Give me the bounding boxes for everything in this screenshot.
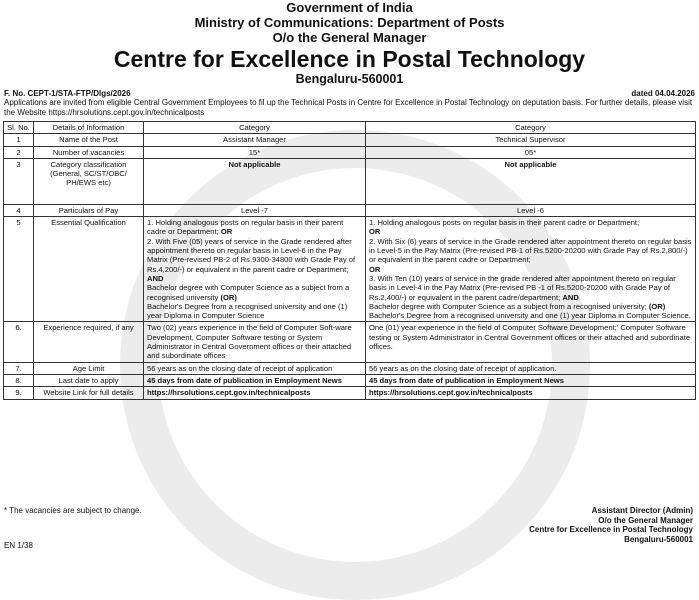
file-meta: [0, 89, 699, 98]
details-table: [3, 121, 696, 400]
intro-text: Applications are invited from eligible Central Government Employees to fil up the Technical Posts in Centre for Excellence in Postal Technology on deputation basis. For further details, please visit the Website https://hrsolutions.cept.gov.in/technicalposts: [4, 98, 693, 117]
page-title: Centre for Excellence in Postal Technology: [113, 46, 586, 72]
signature-block: Assistant Director (Admin) O/o the General Manager Centre for Excellence in Postal Technology Bengaluru-560001: [529, 506, 693, 544]
table-row: 7. Age Limit 56 years as on the closing date of receipt of application 56 years as on the closing date of receipt of application.: [4, 362, 696, 374]
header-category-a: Category: [144, 122, 366, 134]
city-line: Bengaluru-560001: [295, 72, 404, 86]
website-link-b[interactable]: https://hrsolutions.cept.gov.in/technicalposts: [366, 387, 696, 399]
ministry-line: Ministry of Communications: Department of Posts: [194, 15, 505, 30]
gov-line: Government of India: [286, 0, 413, 15]
header-sl: Sl. No.: [4, 122, 34, 134]
qualification-a: 1. Holding analogous posts on regular basis in their parent cadre or Department; OR 2. With Five (05) years of service in the Grade rendered after appointment thereto on regular basis in Level-6 in the Pay Matrix (Pre-revised PB-2 of Rs.9300-34800 with Grade Pay of Rs.4,200/-) or equivalent in the parent cadre or Department; AND Bachelor degree with Computer Science as a subject from a recognised university (OR) Bachelor's Degree from a recognised university and one (1) year Diploma in Computer Science: [144, 217, 366, 322]
table-row: 5 Essential Qualification 1. Holding analogous posts on regular basis in their parent cadre or Department; OR 2. With Five (05) years of service in the Grade rendered after appointment thereto on regular basis in Level-6 in the Pay Matrix (Pre-revised PB-2 of Rs.9300-34800 with Grade Pay of Rs.4,200/-) or equivalent in the parent cadre or Department; AND Bachelor degree with Computer Science as a subject from a recognised university (OR) Bachelor's Degree from a recognised university and one (1) year Diploma in Computer Science 1. Holding analogous posts on regular basis in their parent cadre or Department; OR 2. With Six (6) years of service in the Grade rendered after appointment thereto on regular basis in Level-5 in the Pay Matrix (Pre-revised PB-1 of Rs.5200-20200 with Grade Pay of Rs.2,800/-) or equivalent in the parent cadre or Department; OR 3. With Ten (10) years of service in the grade rendered after appointment thereto on regular basis in Level-4 in the Pay Matrix (Pre-revised PB -1 of Rs.5200-20200 with Grade Pay of Rs.2,400/-) or equivalent in the parent cadre/department; AND Bachelor degree with Computer Science as a subject from a recognised university; (OR) Bachelor's Degree from a recognised university and one (1) year Diploma in Computer Science.: [4, 217, 696, 322]
table-header-row: [4, 122, 696, 134]
table-row: 2 Number of vacancies 15* 05*: [4, 146, 696, 158]
table-row: 6. Experience required, if any Two (02) years experience in the field of Computer Soft-ware Development, Computer Software testing or System Administrator in Central Government offices or their attached and subordinate offices One (01) year experience in the field of Computer Software Development;' Computer Software testing or System Administrator in Central Government offices or their attached and subordinate offices.: [4, 322, 696, 362]
office-line: O/o the General Manager: [272, 30, 427, 45]
table-row: 4 Particulars of Pay Level -7 Level -6: [4, 204, 696, 216]
website-link-a[interactable]: https://hrsolutions.cept.gov.in/technicalposts: [144, 387, 366, 399]
footnote: * The vacancies are subject to change.: [4, 506, 142, 515]
en-code: EN 1/38: [4, 541, 33, 550]
table-row: 9. Website Link for full details https://hrsolutions.cept.gov.in/technicalposts https://hrsolutions.cept.gov.in/technicalposts: [4, 387, 696, 399]
qualification-b: 1. Holding analogous posts on regular basis in their parent cadre or Department; OR 2. With Six (6) years of service in the Grade rendered after appointment thereto on regular basis in Level-5 in the Pay Matrix (Pre-revised PB-1 of Rs.5200-20200 with Grade Pay of Rs.2,800/-) or equivalent in the parent cadre or Department; OR 3. With Ten (10) years of service in the grade rendered after appointment thereto on regular basis in Level-4 in the Pay Matrix (Pre-revised PB -1 of Rs.5200-20200 with Grade Pay of Rs.2,400/-) or equivalent in the parent cadre/department; AND Bachelor degree with Computer Science as a subject from a recognised university; (OR) Bachelor's Degree from a recognised university and one (1) year Diploma in Computer Science.: [366, 217, 696, 322]
date: dated 04.04.2026: [631, 89, 695, 98]
table-row: 3 Category classification (General, SC/ST/OBC/ PH/EWS etc) Not applicable Not applicable: [4, 158, 696, 204]
header-details: Details of Information: [34, 122, 144, 134]
table-row: 8. Last date to apply 45 days from date of publication in Employment News 45 days from date of publication in Employment News: [4, 374, 696, 386]
table-row: 1 Name of the Post Assistant Manager Technical Supervisor: [4, 134, 696, 146]
file-number: F. No. CEPT-1/STA-FTP/Dlgs/2026: [4, 89, 131, 98]
header-category-b: Category: [366, 122, 696, 134]
letterhead: [0, 0, 699, 87]
